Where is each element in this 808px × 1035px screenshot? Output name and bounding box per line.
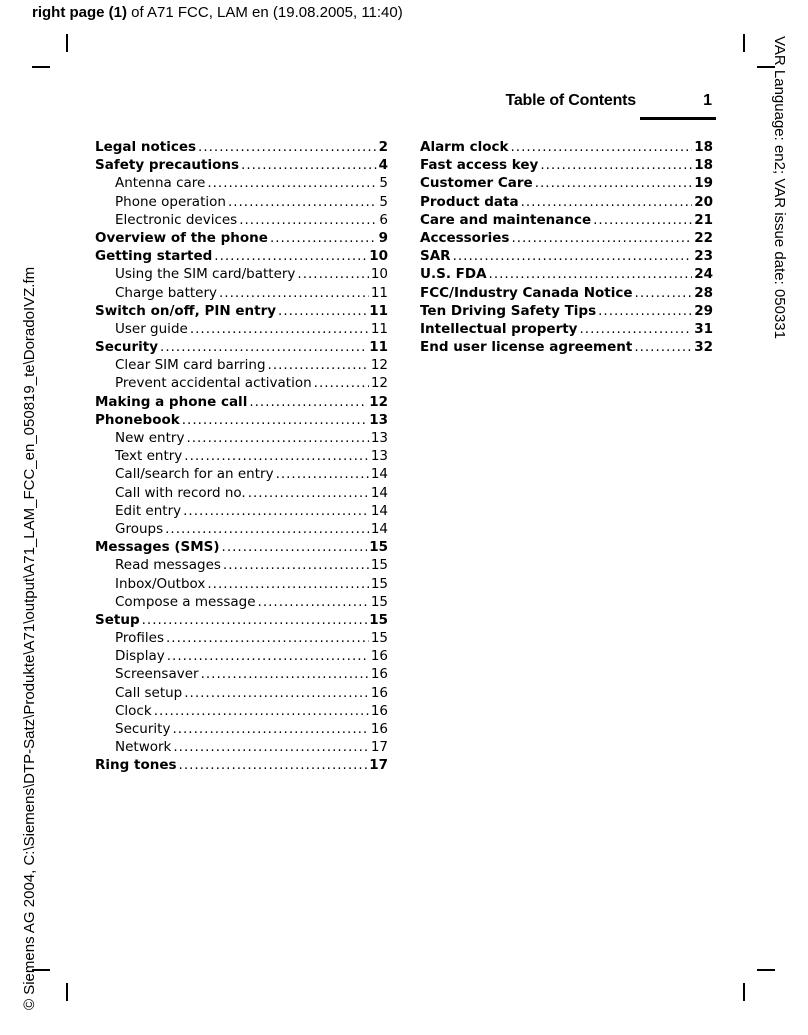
toc-leader-dots (223, 557, 369, 573)
toc-entry-page: 20 (694, 193, 713, 210)
toc-entry[interactable] (420, 248, 713, 266)
toc-leader-dots (276, 466, 369, 482)
toc-leader-dots (172, 721, 368, 737)
toc-leader-dots (239, 212, 377, 228)
toc-leader-dots (207, 175, 377, 191)
page-title: Table of Contents (505, 92, 636, 109)
toc-entry-page: 21 (694, 211, 713, 228)
toc-leader-dots (186, 430, 368, 446)
toc-leader-dots (593, 212, 692, 228)
toc-entry-label: New entry (115, 430, 185, 446)
toc-entry-page: 5 (379, 193, 388, 210)
toc-entry-label: Read messages (115, 557, 221, 574)
print-header-rest: of A71 FCC, LAM en (19.08.2005, 11:40) (127, 4, 403, 21)
toc-entry[interactable] (95, 721, 388, 739)
variant-info-sidebar (771, 0, 808, 1035)
toc-entry-page: 14 (370, 466, 388, 483)
toc-leader-dots (198, 139, 377, 155)
toc-leader-dots (214, 248, 367, 264)
toc-entry-label: Edit entry (115, 502, 182, 519)
crop-mark (757, 969, 775, 971)
page-header (490, 90, 716, 120)
page-number: 1 (703, 92, 712, 109)
toc-entry-label: Call/search for an entry (115, 466, 274, 483)
toc-entry-page: 31 (694, 320, 713, 337)
toc-entry-label: Compose a message (115, 593, 256, 610)
toc-entry[interactable] (420, 266, 713, 284)
toc-leader-dots (270, 230, 377, 246)
crop-mark (66, 34, 68, 52)
toc-entry-label: Fast access key (420, 157, 539, 174)
toc-entry-page: 28 (694, 284, 713, 301)
toc-entry[interactable] (95, 612, 388, 630)
toc-leader-dots (179, 757, 368, 773)
toc-entry-page: 22 (694, 229, 713, 246)
toc-entry-page: 17 (369, 757, 388, 774)
toc-leader-dots (173, 739, 368, 755)
toc-entry[interactable] (420, 194, 713, 212)
toc-entry[interactable] (95, 412, 388, 430)
toc-entry-page: 12 (370, 357, 388, 374)
variant-info-text: VAR Language: en2; VAR issue date: 050331 (771, 36, 788, 339)
toc-entry-page: 14 (370, 502, 388, 519)
toc-entry-label: Display (115, 648, 165, 665)
toc-entry[interactable] (95, 521, 388, 539)
toc-entry-label: Product data (420, 193, 519, 210)
toc-entry[interactable] (420, 230, 713, 248)
toc-leader-dots (249, 394, 367, 410)
toc-entry-page: 16 (370, 721, 388, 737)
toc-entry-label: Accessories (420, 229, 510, 246)
crop-mark (743, 983, 745, 1001)
toc-entry-page: 32 (694, 339, 713, 356)
toc-entry[interactable] (95, 230, 388, 248)
toc-entry-page: 15 (369, 539, 388, 556)
toc-leader-dots (182, 412, 367, 428)
toc-leader-dots (222, 539, 368, 555)
toc-leader-dots (540, 157, 692, 173)
toc-entry[interactable] (420, 303, 713, 321)
toc-leader-dots (511, 139, 693, 155)
toc-entry-page: 18 (694, 139, 713, 155)
toc-entry-label: End user license agreement (420, 339, 633, 356)
toc-entry[interactable] (95, 266, 388, 284)
toc-entry[interactable] (95, 648, 388, 666)
toc-entry-page: 11 (369, 302, 388, 319)
toc-entry[interactable] (95, 285, 388, 303)
toc-entry-label: Alarm clock (420, 139, 509, 155)
toc-leader-dots (248, 485, 369, 501)
toc-leader-dots (142, 612, 368, 628)
toc-entry[interactable] (95, 303, 388, 321)
toc-entry-label: Antenna care (115, 175, 206, 192)
toc-leader-dots (160, 339, 367, 355)
header-rule (640, 117, 716, 120)
toc-leader-dots (219, 285, 369, 301)
toc-entry-page: 15 (370, 557, 388, 574)
toc-leader-dots (258, 594, 369, 610)
toc-entry-label: Profiles (115, 630, 165, 647)
toc-entry-label: SAR (420, 248, 451, 265)
toc-leader-dots (297, 266, 368, 282)
toc-entry-label: Clock (115, 702, 152, 719)
toc-entry-page: 6 (379, 211, 388, 228)
toc-entry-label: Call setup (115, 684, 183, 701)
toc-entry-page: 14 (370, 484, 388, 501)
toc-entry-page: 16 (370, 666, 388, 683)
toc-leader-dots (184, 448, 369, 464)
toc-entry-page: 17 (370, 739, 388, 756)
toc-entry-label: User guide (115, 320, 188, 337)
toc-entry[interactable] (95, 339, 388, 357)
toc-entry-label: Call with record no. (115, 484, 246, 501)
toc-leader-dots (184, 685, 369, 701)
toc-entry-page: 10 (369, 248, 388, 265)
toc-entry-page: 16 (370, 648, 388, 665)
toc-entry-label: Inbox/Outbox (115, 575, 206, 592)
toc-entry[interactable] (95, 666, 388, 684)
toc-entry-label: Ring tones (95, 757, 177, 774)
toc-entry-label: Text entry (115, 448, 183, 465)
toc-entry[interactable] (95, 703, 388, 721)
toc-entry-label: Clear SIM card barring (115, 357, 266, 374)
toc-column-left (95, 139, 388, 776)
toc-leader-dots (207, 576, 368, 592)
toc-entry-label: Security (115, 721, 171, 737)
toc-entry-label: Network (115, 739, 172, 756)
toc-leader-dots (598, 303, 692, 319)
toc-entry[interactable] (95, 594, 388, 612)
toc-entry[interactable] (95, 394, 388, 412)
toc-entry[interactable] (95, 739, 388, 757)
toc-entry-page: 9 (378, 229, 388, 246)
toc-entry-page: 29 (694, 302, 713, 319)
toc-leader-dots (167, 648, 369, 664)
toc-entry[interactable] (95, 630, 388, 648)
crop-mark (66, 983, 68, 1001)
toc-leader-dots (314, 375, 369, 391)
toc-entry[interactable] (95, 466, 388, 484)
toc-leader-dots (535, 175, 693, 191)
toc-entry-label: Groups (115, 520, 164, 537)
toc-leader-dots (190, 321, 369, 337)
toc-leader-dots (580, 321, 693, 337)
toc-entry[interactable] (420, 285, 713, 303)
toc-entry[interactable] (95, 539, 388, 557)
toc-entry-page: 15 (370, 593, 388, 610)
toc-entry-page: 24 (694, 266, 713, 283)
toc-entry-page: 16 (370, 684, 388, 701)
toc-entry-page: 11 (370, 320, 388, 337)
toc-leader-dots (278, 303, 367, 319)
toc-entry-label: Screensaver (115, 666, 199, 683)
toc-entry-page: 19 (694, 175, 713, 192)
toc-entry-label: Care and maintenance (420, 211, 592, 228)
toc-entry[interactable] (95, 212, 388, 230)
toc-entry-label: Security (95, 339, 159, 356)
toc-entry-label: Ten Driving Safety Tips (420, 302, 597, 319)
toc-entry-page: 11 (369, 339, 388, 356)
toc-entry[interactable] (95, 321, 388, 339)
toc-entry-page: 10 (370, 266, 388, 283)
toc-entry-label: Customer Care (420, 175, 533, 192)
toc-entry-label: Switch on/off, PIN entry (95, 302, 277, 319)
toc-entry-page: 18 (694, 157, 713, 174)
print-header-bold: right page (1) (32, 4, 128, 21)
toc-entry[interactable] (95, 503, 388, 521)
toc-entry[interactable] (420, 212, 713, 230)
toc-leader-dots (511, 230, 692, 246)
print-header (32, 4, 403, 21)
toc-entry[interactable] (95, 357, 388, 375)
toc-entry-page: 11 (370, 284, 388, 301)
toc-entry-label: U.S. FDA (420, 266, 487, 283)
toc-leader-dots (228, 194, 377, 210)
toc-entry-label: Messages (SMS) (95, 539, 220, 556)
toc-entry[interactable] (420, 157, 713, 175)
toc-entry[interactable] (420, 321, 713, 339)
toc-leader-dots (268, 357, 369, 373)
toc-entry-label: Phonebook (95, 411, 180, 428)
toc-entry[interactable] (95, 375, 388, 393)
toc-leader-dots (241, 157, 377, 173)
toc-entry-label: Legal notices (95, 139, 197, 155)
file-path-sidebar (0, 0, 38, 1035)
toc-entry[interactable] (95, 157, 388, 175)
toc-entry[interactable] (95, 430, 388, 448)
toc-entry-page: 2 (378, 139, 388, 155)
toc-entry[interactable] (95, 139, 388, 157)
toc-leader-dots (453, 248, 693, 264)
toc-entry-label: Intellectual property (420, 320, 578, 337)
toc-entry-page: 13 (370, 448, 388, 465)
toc-entry-label: Charge battery (115, 284, 218, 301)
toc-entry-page: 23 (694, 248, 713, 265)
toc-entry[interactable] (95, 576, 388, 594)
toc-entry[interactable] (95, 194, 388, 212)
toc-entry-page: 13 (369, 411, 388, 428)
crop-mark (743, 34, 745, 52)
toc-entry-page: 14 (370, 520, 388, 537)
toc-entry[interactable] (95, 757, 388, 775)
toc-entry-page: 4 (378, 157, 388, 174)
toc-entry-page: 13 (370, 430, 388, 446)
toc-entry-page: 12 (370, 375, 388, 392)
toc-entry-label: Phone operation (115, 193, 226, 210)
file-path-text: © Siemens AG 2004, C:\Siemens\DTP-Satz\Produkte\A71\output\A71_LAM_FCC_en_050819_te\DoradoIVZ.fm (21, 266, 38, 1010)
toc-entry-page: 12 (369, 393, 388, 410)
toc-entry-label: Setup (95, 611, 140, 628)
toc-entry[interactable] (95, 685, 388, 703)
toc-entry-page: 5 (379, 175, 388, 192)
toc-entry-page: 15 (370, 575, 388, 592)
toc-entry-label: Using the SIM card/battery (115, 266, 296, 283)
toc-entry-label: Electronic devices (115, 211, 238, 228)
toc-entry-page: 16 (370, 702, 388, 719)
toc-leader-dots (183, 503, 369, 519)
toc-entry-label: Getting started (95, 248, 213, 265)
toc-entry[interactable] (95, 448, 388, 466)
toc-entry[interactable] (95, 248, 388, 266)
toc-entry-page: 15 (370, 630, 388, 647)
toc-entry[interactable] (95, 557, 388, 575)
toc-leader-dots (201, 666, 369, 682)
toc-entry-label: Prevent accidental activation (115, 375, 312, 392)
toc-leader-dots (635, 285, 693, 301)
toc-leader-dots (634, 339, 692, 355)
toc-entry[interactable] (420, 339, 713, 357)
toc-entry[interactable] (420, 139, 713, 157)
toc-leader-dots (521, 194, 693, 210)
toc-entry[interactable] (420, 175, 713, 193)
toc-leader-dots (489, 266, 693, 282)
toc-entry-page: 15 (369, 611, 388, 628)
toc-entry-label: Overview of the phone (95, 229, 268, 246)
toc-entry[interactable] (95, 175, 388, 193)
toc-entry-label: FCC/Industry Canada Notice (420, 284, 633, 301)
toc-leader-dots (154, 703, 369, 719)
toc-leader-dots (165, 521, 369, 537)
toc-entry-label: Making a phone call (95, 393, 248, 410)
toc-entry-label: Safety precautions (95, 157, 240, 174)
toc-leader-dots (166, 630, 369, 646)
toc-column-right (420, 139, 713, 357)
crop-mark (32, 66, 50, 68)
toc-entry[interactable] (95, 485, 388, 503)
